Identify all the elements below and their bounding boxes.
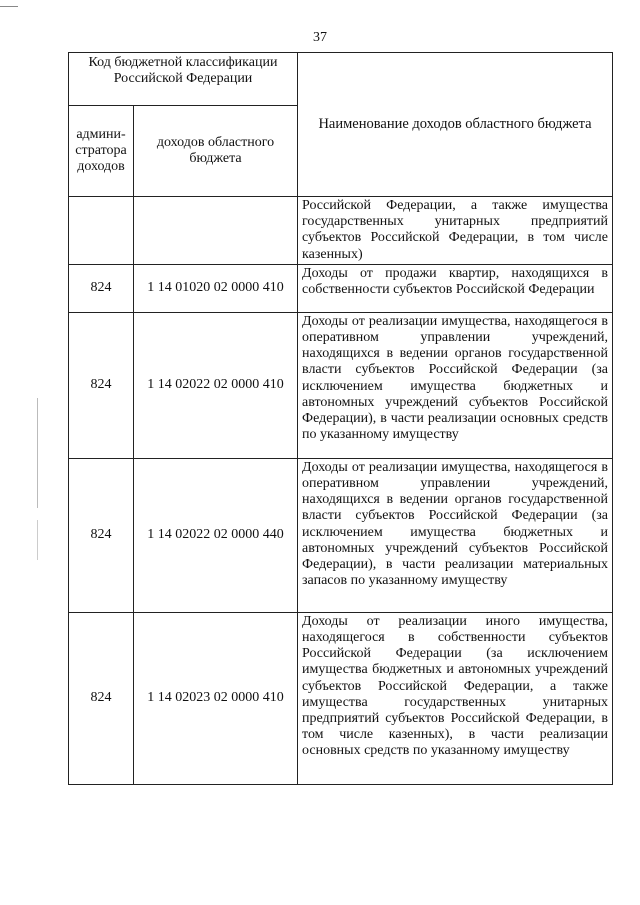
page-number: 37 [313,30,327,45]
table-row [69,312,613,458]
scan-mark [37,398,38,508]
description-cell: Доходы от реализации имущества, находящегося в оперативном управлении учреждений, находящихся в ведении органов государственной власти субъектов Российской Федерации (за исключением имущества бюджетных и автономных учреждений субъектов Российской Федерации), в части реализации материальных запасов по указанному имуществу [298,458,613,612]
revenue-code-cell: 1 14 02022 02 0000 440 [134,458,298,612]
description-cell: Доходы от реализации иного имущества, находящегося в собственности субъектов Российской Федерации (за исключением имущества бюджетных и автономных учреждений субъектов Российской Федерации, а также имущества государственных унитарных предприятий субъектов Российской Федерации, в том числе казенных), в части реализации основных средств по указанному имуществу [298,612,613,784]
header-administrator: админи-стратора доходов [69,106,134,197]
scan-mark [37,520,38,560]
revenue-code-cell: 1 14 01020 02 0000 410 [134,264,298,312]
description-cell: Российской Федерации, а также имущества государственных унитарных предприятий субъектов Российской Федерации, в том числе казенных) [298,197,613,265]
table-row [69,264,613,312]
revenue-code-cell [134,197,298,265]
revenue-code-cell: 1 14 02022 02 0000 410 [134,312,298,458]
table-row [69,197,613,265]
admin-code-cell: 824 [69,612,134,784]
header-revenue-code: доходов областного бюджета [134,106,298,197]
header-code-group: Код бюджетной классификации Российской Федерации [69,53,298,106]
table-header-row [69,53,613,106]
scan-mark [0,6,18,7]
admin-code-cell: 824 [69,264,134,312]
table-row [69,612,613,784]
admin-code-cell [69,197,134,265]
budget-classification-table [68,52,613,785]
admin-code-cell: 824 [69,458,134,612]
admin-code-cell: 824 [69,312,134,458]
table-row [69,458,613,612]
header-name: Наименование доходов областного бюджета [298,53,613,197]
description-cell: Доходы от реализации имущества, находящегося в оперативном управлении учреждений, находящихся в ведении органов государственной власти субъектов Российской Федерации (за исключением имущества бюджетных и автономных учреждений субъектов Российской Федерации), в части реализации основных средств по указанному имуществу [298,312,613,458]
description-cell: Доходы от продажи квартир, находящихся в собственности субъектов Российской Федерации [298,264,613,312]
revenue-code-cell: 1 14 02023 02 0000 410 [134,612,298,784]
